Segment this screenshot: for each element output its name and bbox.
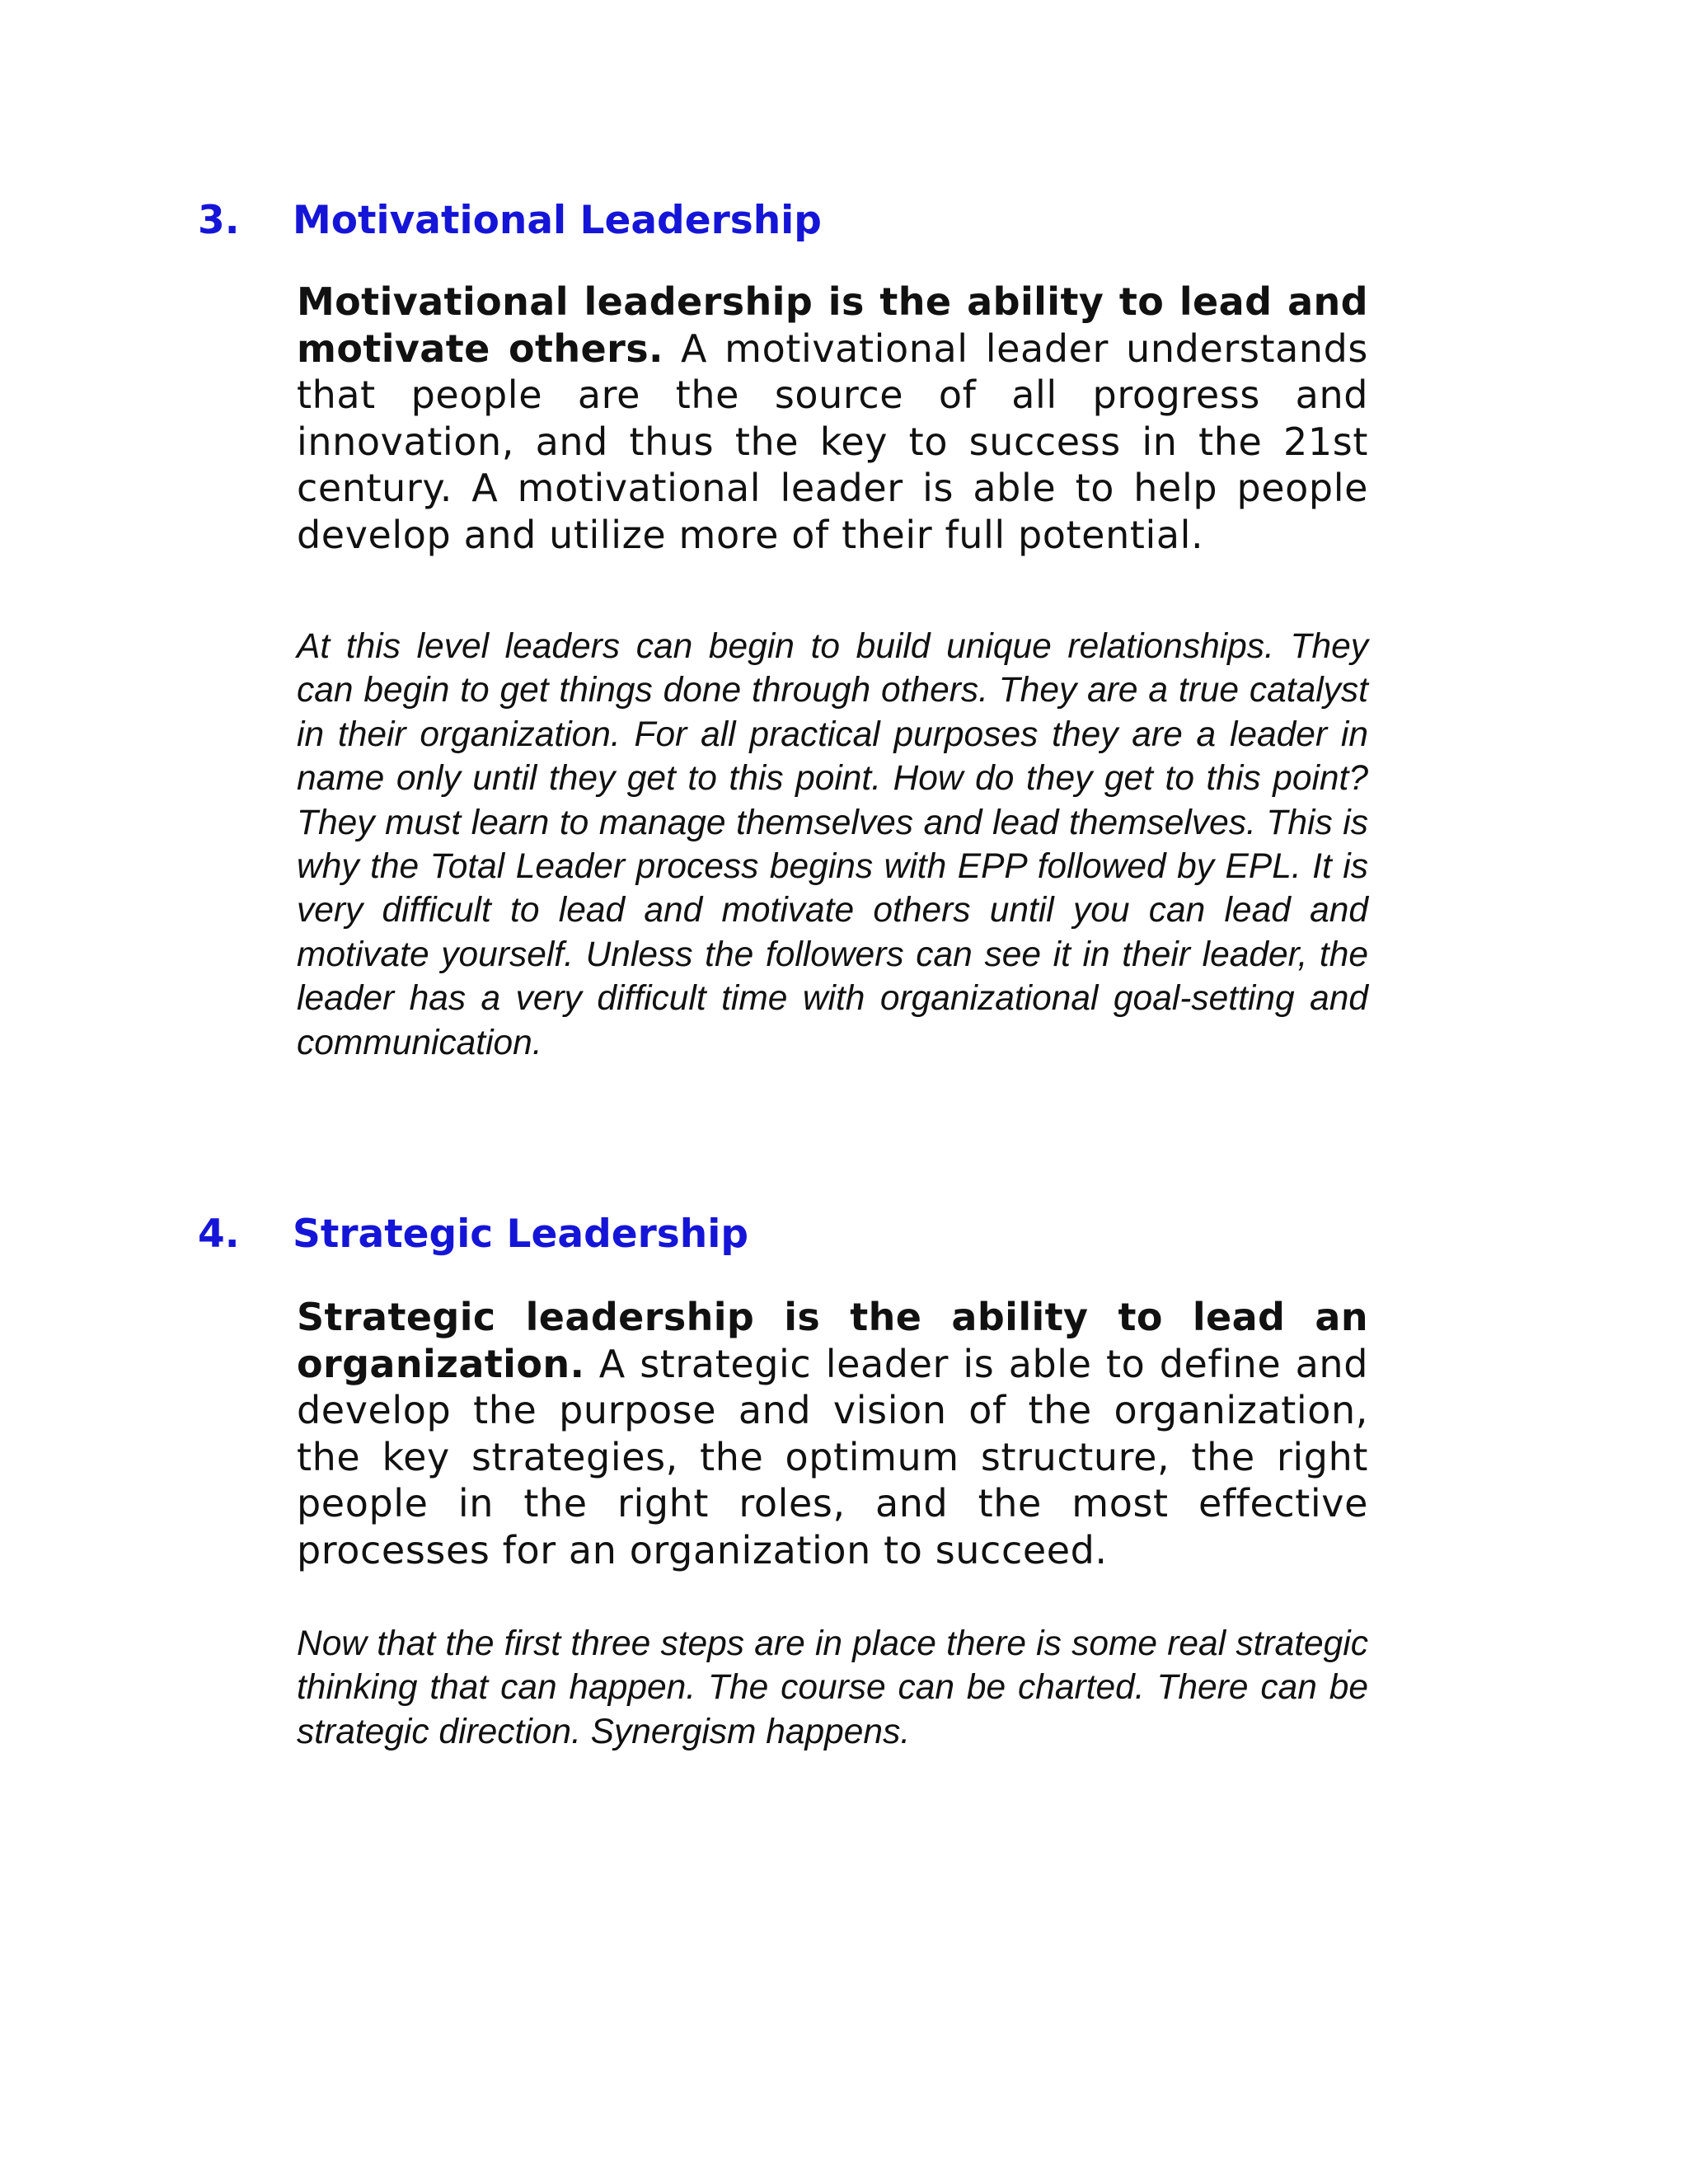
section-number: 3. <box>198 198 240 243</box>
section-motivational-leadership <box>0 188 1688 1062</box>
italic-commentary: Now that the first three steps are in place there is some real strategic thinking that can happen. The course can be charted. There can be strategic direction. Synergism happens. <box>297 1624 1368 1751</box>
section-number: 4. <box>198 1212 240 1257</box>
lead-body-text: A motivational leader understands that people are the source of all progress and innovation, and thus the key to success in the 21st century. A motivational leader is able to help people develop and utilize more of their full potential. <box>297 326 1368 557</box>
section-heading <box>0 1202 1688 1268</box>
lead-body-text: A strategic leader is able to define and develop the purpose and vision of the organization, the key strategies, the optimum structure, the right people in the right roles, and the most effective processes for an organization to succeed. <box>297 1341 1368 1572</box>
section-heading <box>0 188 1688 254</box>
lead-bold-sentence: Strategic leadership is the ability to lead an organization. <box>297 1295 1368 1386</box>
lead-paragraph <box>297 1294 1368 1573</box>
section-title: Strategic Leadership <box>293 1212 748 1257</box>
section-strategic-leadership <box>0 1202 1688 1751</box>
lead-paragraph <box>297 279 1368 558</box>
section-title: Motivational Leadership <box>293 198 822 243</box>
italic-commentary: At this level leaders can begin to build unique relationships. They can begin to get things done through others. They are a true catalyst in their organization. For all practical purposes they are a leader in name only until they get to this point. How do they get to this point? They must learn to manage themselves and lead themselves. This is why the Total Leader process begins with EPP followed by EPL. It is very difficult to lead and motivate others until you can lead and motivate yourself. Unless the followers can see it in their leader, the leader has a very difficult time with organizational goal-setting and communication. <box>297 627 1368 1062</box>
lead-bold-sentence: Motivational leadership is the ability to lead and motivate others. <box>297 279 1368 371</box>
